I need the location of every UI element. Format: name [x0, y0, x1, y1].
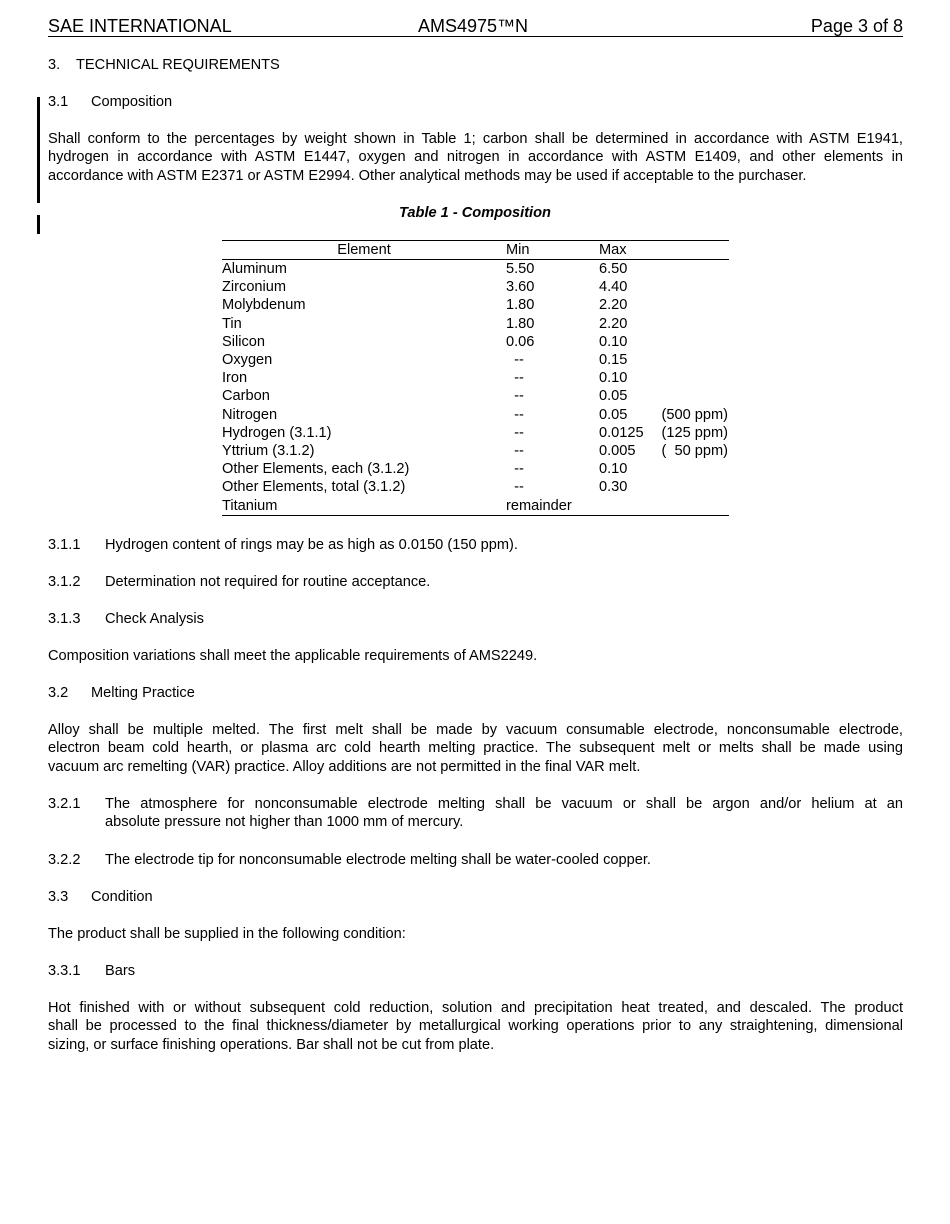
cell-min: 1.80	[506, 297, 535, 314]
section-title: Condition	[91, 889, 153, 905]
header-document-number: AMS4975™N	[418, 16, 529, 36]
header-organization: SAE INTERNATIONAL	[48, 16, 232, 36]
column-header-element: Element	[337, 242, 391, 258]
cell-ppm: (500 ppm)	[661, 406, 728, 423]
cell-min: --	[506, 352, 524, 368]
table-row	[222, 424, 729, 442]
cell-element: Molybdenum	[222, 297, 306, 314]
cell-min: --	[506, 370, 524, 387]
paragraph-line: absolute pressure not higher than 1000 mm of mercury.	[105, 814, 464, 831]
table-row	[222, 497, 729, 515]
cell-max: 0.05	[599, 388, 628, 405]
section-text: The electrode tip for nonconsumable electrode melting shall be water-cooled copper.	[105, 852, 651, 868]
cell-min: --	[506, 479, 524, 496]
cell-min: 1.80	[506, 315, 535, 332]
cell-min: --	[506, 443, 524, 459]
section-number: 3.1.3	[48, 611, 81, 627]
section-title: Check Analysis	[105, 611, 204, 627]
cell-max: 0.10	[599, 461, 628, 478]
section-3-1-2	[48, 573, 430, 591]
cell-element: Nitrogen	[222, 406, 278, 423]
section-number: 3.2.2	[48, 852, 81, 868]
section-text: Determination not required for routine acceptance.	[105, 574, 431, 590]
cell-ppm: ( 50 ppm)	[661, 443, 728, 459]
table-row	[222, 460, 729, 478]
table-row	[222, 478, 729, 496]
section-3-3-1-heading	[48, 962, 135, 980]
section-title: Bars	[105, 963, 136, 979]
cell-element: Aluminum	[222, 261, 287, 277]
cell-element: Tin	[222, 315, 242, 332]
section-3-2-1-text	[105, 795, 903, 832]
cell-min: --	[506, 388, 524, 405]
section-number: 3.1.2	[48, 574, 81, 590]
paragraph-line: Alloy shall be multiple melted. The first melt shall be made by vacuum consumable electrode, nonconsumable electrode,	[48, 722, 903, 738]
cell-max: 6.50	[599, 261, 628, 277]
table-row	[222, 333, 729, 351]
cell-min: remainder	[506, 497, 572, 514]
revision-bar	[37, 97, 40, 203]
paragraph-line: Shall conform to the percentages by weight shown in Table 1; carbon shall be determined in accordance with ASTM E1941,	[48, 131, 903, 147]
section-3-heading	[48, 56, 280, 74]
check-analysis-paragraph: Composition variations shall meet the applicable requirements of AMS2249.	[48, 648, 538, 664]
cell-max: 0.30	[599, 479, 628, 496]
section-number: 3.3.1	[48, 963, 81, 979]
cell-max: 2.20	[599, 297, 628, 314]
paragraph-line: shall be processed to the final thickness/diameter by metallurgical working operations prior to any straightening, dimensional	[48, 1018, 903, 1035]
table-header-row	[222, 241, 729, 259]
page-header	[48, 16, 903, 37]
table-row	[222, 296, 729, 314]
section-3-1-1	[48, 536, 518, 554]
paragraph-line: accordance with ASTM E2371 or ASTM E2994. Other analytical methods may be used if acceptable to the purchaser.	[48, 167, 807, 184]
melting-practice-paragraph	[48, 721, 903, 776]
table-row	[222, 278, 729, 296]
table-bottom-rule	[222, 515, 729, 516]
cell-ppm: (125 ppm)	[661, 424, 728, 441]
cell-max: 0.10	[599, 370, 628, 387]
condition-paragraph: The product shall be supplied in the following condition:	[48, 926, 406, 942]
cell-element: Hydrogen (3.1.1)	[222, 424, 332, 441]
section-3-2-1-number: 3.2.1	[48, 796, 81, 812]
table-row	[222, 387, 729, 405]
table-row	[222, 260, 729, 278]
composition-table	[222, 240, 729, 517]
cell-max: 0.05	[599, 406, 628, 423]
paragraph-line: Hot finished with or without subsequent cold reduction, solution and precipitation heat treated, and descaled. The product	[48, 1000, 903, 1016]
section-title: TECHNICAL REQUIREMENTS	[76, 57, 280, 73]
section-number: 3.2	[48, 685, 69, 701]
section-number: 3.	[48, 57, 61, 73]
section-title: Composition	[91, 94, 173, 110]
cell-max: 2.20	[599, 315, 628, 332]
header-page-number: Page 3 of 8	[810, 16, 903, 36]
cell-element: Carbon	[222, 388, 270, 405]
cell-max: 0.15	[599, 352, 628, 368]
paragraph-line: sizing, or surface finishing operations. Bar shall not be cut from plate.	[48, 1036, 495, 1053]
cell-element: Yttrium (3.1.2)	[222, 443, 315, 459]
section-3-1-heading	[48, 93, 172, 111]
section-text: Hydrogen content of rings may be as high as 0.0150 (150 ppm).	[105, 537, 518, 553]
composition-paragraph	[48, 130, 903, 185]
table-title: Table 1 - Composition	[399, 205, 551, 221]
bars-paragraph	[48, 999, 903, 1054]
section-3-3-heading	[48, 888, 153, 906]
table-row	[222, 369, 729, 387]
table-row	[222, 351, 729, 369]
cell-min: 0.06	[506, 333, 535, 350]
cell-element: Iron	[222, 370, 248, 387]
paragraph-line: hydrogen in accordance with ASTM E1447, oxygen and nitrogen in accordance with ASTM E1409, and other elements in	[48, 149, 903, 166]
cell-element: Titanium	[222, 497, 278, 514]
cell-element: Other Elements, each (3.1.2)	[222, 461, 410, 478]
section-title: Melting Practice	[91, 685, 195, 701]
section-3-2-2	[48, 851, 651, 869]
section-number: 3.3	[48, 889, 69, 905]
paragraph-line: vacuum arc remelting (VAR) practice. Alloy additions are not permitted in the final VAR melt.	[48, 758, 641, 775]
section-3-2-heading	[48, 684, 195, 702]
paragraph-line: electron beam cold hearth, or plasma arc cold hearth melting practice. The subsequent melt or melts shall be made using	[48, 740, 903, 757]
cell-min: --	[506, 424, 524, 441]
cell-max: 0.0125	[599, 424, 644, 441]
section-number: 3.1	[48, 94, 69, 110]
cell-min: --	[506, 461, 524, 478]
cell-min: --	[506, 406, 524, 423]
table-row	[222, 315, 729, 333]
cell-min: 3.60	[506, 279, 535, 296]
cell-element: Other Elements, total (3.1.2)	[222, 479, 406, 496]
section-3-1-3-heading	[48, 610, 204, 628]
cell-element: Silicon	[222, 333, 265, 350]
cell-min: 5.50	[506, 261, 535, 277]
cell-max: 4.40	[599, 279, 628, 296]
table-row	[222, 442, 729, 460]
cell-max: 0.10	[599, 333, 628, 350]
cell-element: Oxygen	[222, 352, 273, 368]
table-row	[222, 406, 729, 424]
cell-element: Zirconium	[222, 279, 287, 296]
column-header-max: Max	[599, 242, 627, 258]
section-number: 3.1.1	[48, 537, 81, 553]
paragraph-line: The atmosphere for nonconsumable electrode melting shall be vacuum or shall be argon and/or helium at an	[105, 796, 903, 812]
column-header-min: Min	[506, 242, 530, 258]
cell-max: 0.005	[599, 443, 636, 459]
